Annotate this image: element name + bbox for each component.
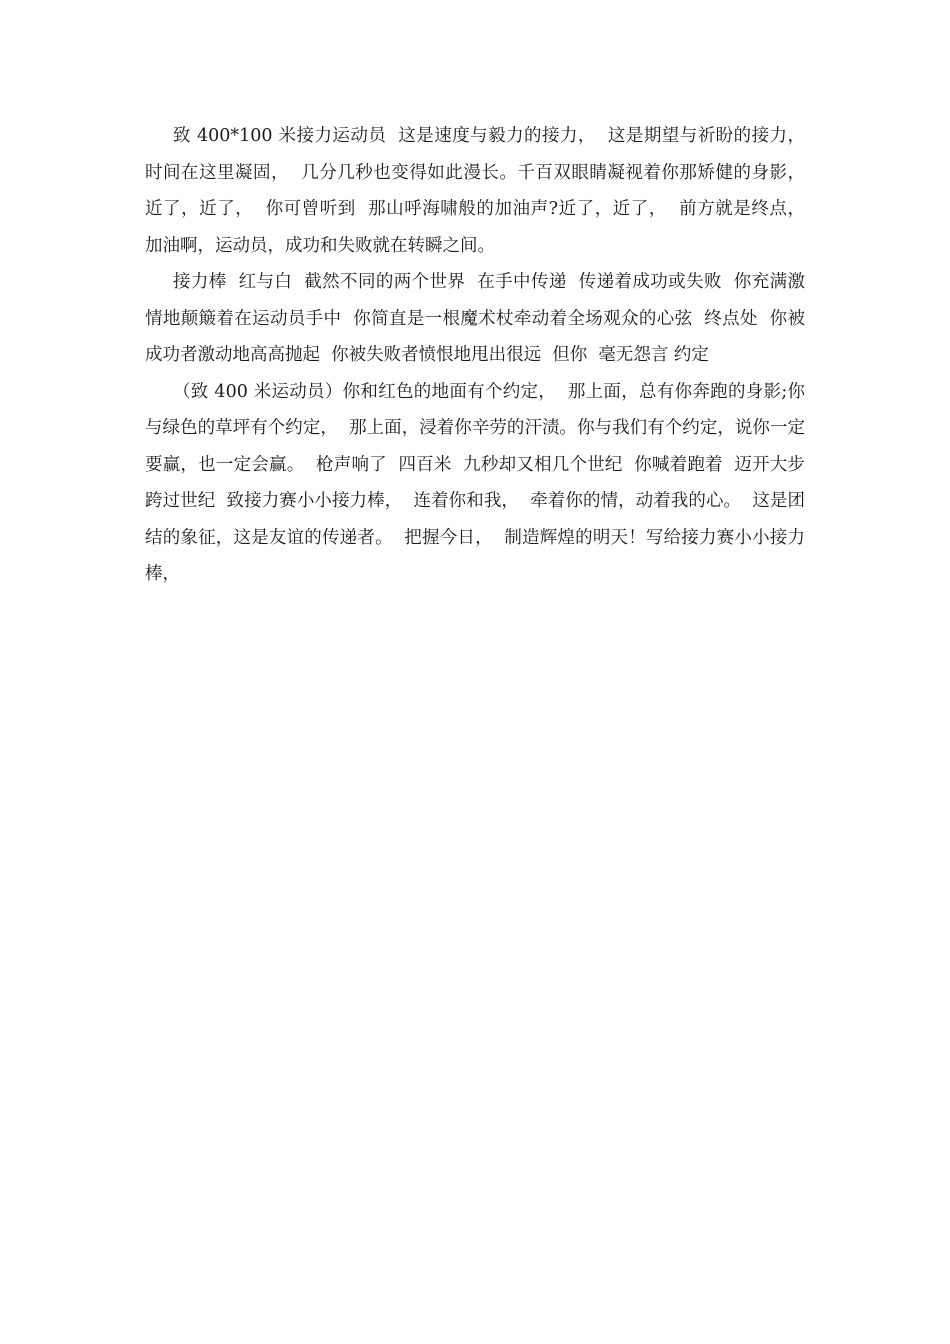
paragraph-400m-runner: （致 400 米运动员）你和红色的地面有个约定， 那上面，总有你奔跑的身影;你与绿色的草坪有个约定， 那上面，浸着你辛劳的汗渍。你与我们有个约定，说你一定要赢，也一定会赢。 枪声响了 四百米 九秒却又相几个世纪 你喊着跑着 迈开大步 跨过世纪 致接力赛小小接力棒， 连着你和我， 牵着你的情，动着我的心。 这是团结的象征，这是友谊的传递者。 把握今日， 制造辉煌的明天！写给接力赛小小接力棒， [145, 381, 817, 584]
paragraph-relay-runners: 致 400*100 米接力运动员 这是速度与毅力的接力， 这是期望与祈盼的接力，时间在这里凝固， 几分几秒也变得如此漫长。千百双眼睛凝视着你那矫健的身影， 近了，近了， 你可曾听到 那山呼海啸般的加油声?近了，近了， 前方就是终点， 加油啊，运动员，成功和失败就在转瞬之间。 [145, 126, 817, 256]
document-body [145, 118, 817, 593]
paragraph-relay-baton: 接力棒 红与白 截然不同的两个世界 在手中传递 传递着成功或失败 你充满激情地颠簸着在运动员手中 你简直是一根魔术杖牵动着全场观众的心弦 终点处 你被成功者激动地高高抛起 你被失败者愤恨地甩出很远 但你 毫无怨言 约定 [145, 272, 805, 365]
